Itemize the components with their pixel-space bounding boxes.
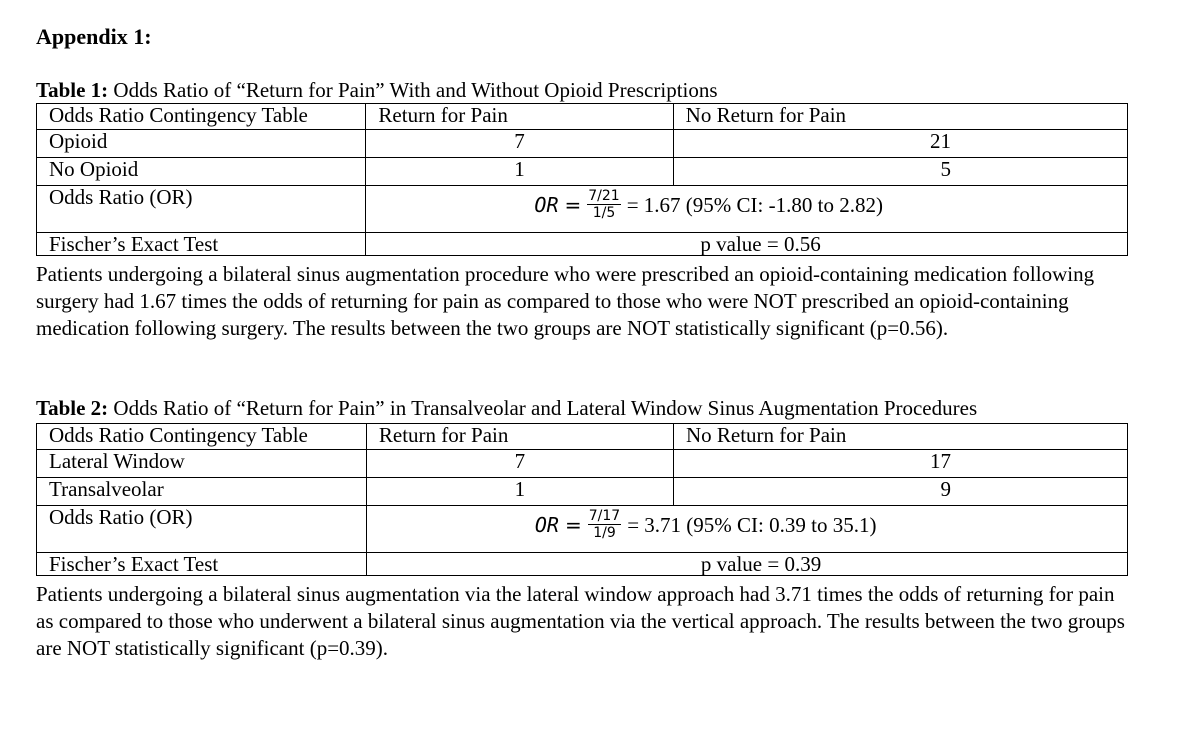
fraction-numerator: 7/21 [588,188,620,204]
odds-ratio-row [37,186,1128,233]
table-row [37,478,1128,506]
fisher-test-row [37,553,1128,576]
table2-header-cell: No Return for Pain [673,424,1127,450]
no-return-count: 21 [673,130,1127,158]
or-symbol: OR [534,192,559,217]
odds-ratio-formula [534,188,883,221]
table-row [37,450,1128,478]
row-label: Opioid [37,130,366,158]
fraction-numerator: 7/17 [588,508,621,524]
appendix-title: Appendix 1: [36,24,152,49]
table2-caption-text: Odds Ratio of “Return for Pain” in Transalveolar and Lateral Window Sinus Augmentation Procedures [108,396,978,420]
odds-ratio-label: Odds Ratio (OR) [37,186,366,233]
return-count: 1 [366,478,673,506]
no-return-count: 5 [673,158,1127,186]
table-row [37,130,1128,158]
table1-caption [36,78,718,102]
table1-header-cell: Odds Ratio Contingency Table [37,104,366,130]
row-label: No Opioid [37,158,366,186]
fisher-test-label: Fischer’s Exact Test [37,233,366,256]
no-return-count: 17 [673,450,1127,478]
table-row [37,158,1128,186]
equals-sign: = [564,192,582,217]
p-value: p value = 0.39 [700,552,822,576]
odds-ratio-formula-cell [366,506,1127,553]
table2-header-cell: Return for Pain [366,424,673,450]
odds-fraction [587,188,620,221]
table2-header-cell: Odds Ratio Contingency Table [37,424,367,450]
table1-header-cell: Return for Pain [366,104,673,130]
table2-summary: Patients undergoing a bilateral sinus augmentation via the lateral window approach had 3.71 times the odds of returning for pain as compared to those who underwent a bilateral sinus augmentation via the vertical approach. The results between the two groups are NOT statistically significant (p=0.39). [36,582,1125,660]
odds-fraction [588,508,621,541]
p-value-cell [366,233,1128,256]
return-count: 7 [366,450,673,478]
table2-caption [36,396,977,420]
row-label: Transalveolar [37,478,367,506]
odds-ratio-row [37,506,1128,553]
table2-header-row [37,424,1128,450]
return-count: 7 [366,130,673,158]
no-return-count: 9 [673,478,1127,506]
odds-ratio-formula-cell [366,186,1128,233]
table1-header-cell: No Return for Pain [673,104,1127,130]
fisher-test-row [37,233,1128,256]
p-value: p value = 0.56 [700,232,821,256]
return-count: 1 [366,158,673,186]
table1-header-row [37,104,1128,130]
fraction-denominator: 1/9 [593,525,616,541]
row-label: Lateral Window [37,450,367,478]
table1-caption-label: Table 1: [36,78,109,102]
table1 [36,103,1128,256]
p-value-cell [366,553,1127,576]
fraction-denominator: 1/5 [592,205,616,221]
equals-sign: = [564,512,582,537]
odds-ratio-result: = 1.67 (95% CI: -1.80 to 2.82) [626,192,883,217]
fisher-test-label: Fischer’s Exact Test [37,553,367,576]
table1-summary: Patients undergoing a bilateral sinus augmentation procedure who were prescribed an opioid-containing medication following surgery had 1.67 times the odds of returning for pain as compared to those who were NOT prescribed an opioid-containing medication following surgery. The results between the two groups are NOT statistically significant (p=0.56). [36,262,1095,340]
odds-ratio-result: = 3.71 (95% CI: 0.39 to 35.1) [627,512,877,537]
table2-caption-label: Table 2: [36,396,109,420]
table1-caption-text: Odds Ratio of “Return for Pain” With and Without Opioid Prescriptions [108,78,718,102]
odds-ratio-label: Odds Ratio (OR) [37,506,367,553]
odds-ratio-formula [535,508,877,541]
table2 [36,423,1128,576]
or-symbol: OR [534,512,559,537]
